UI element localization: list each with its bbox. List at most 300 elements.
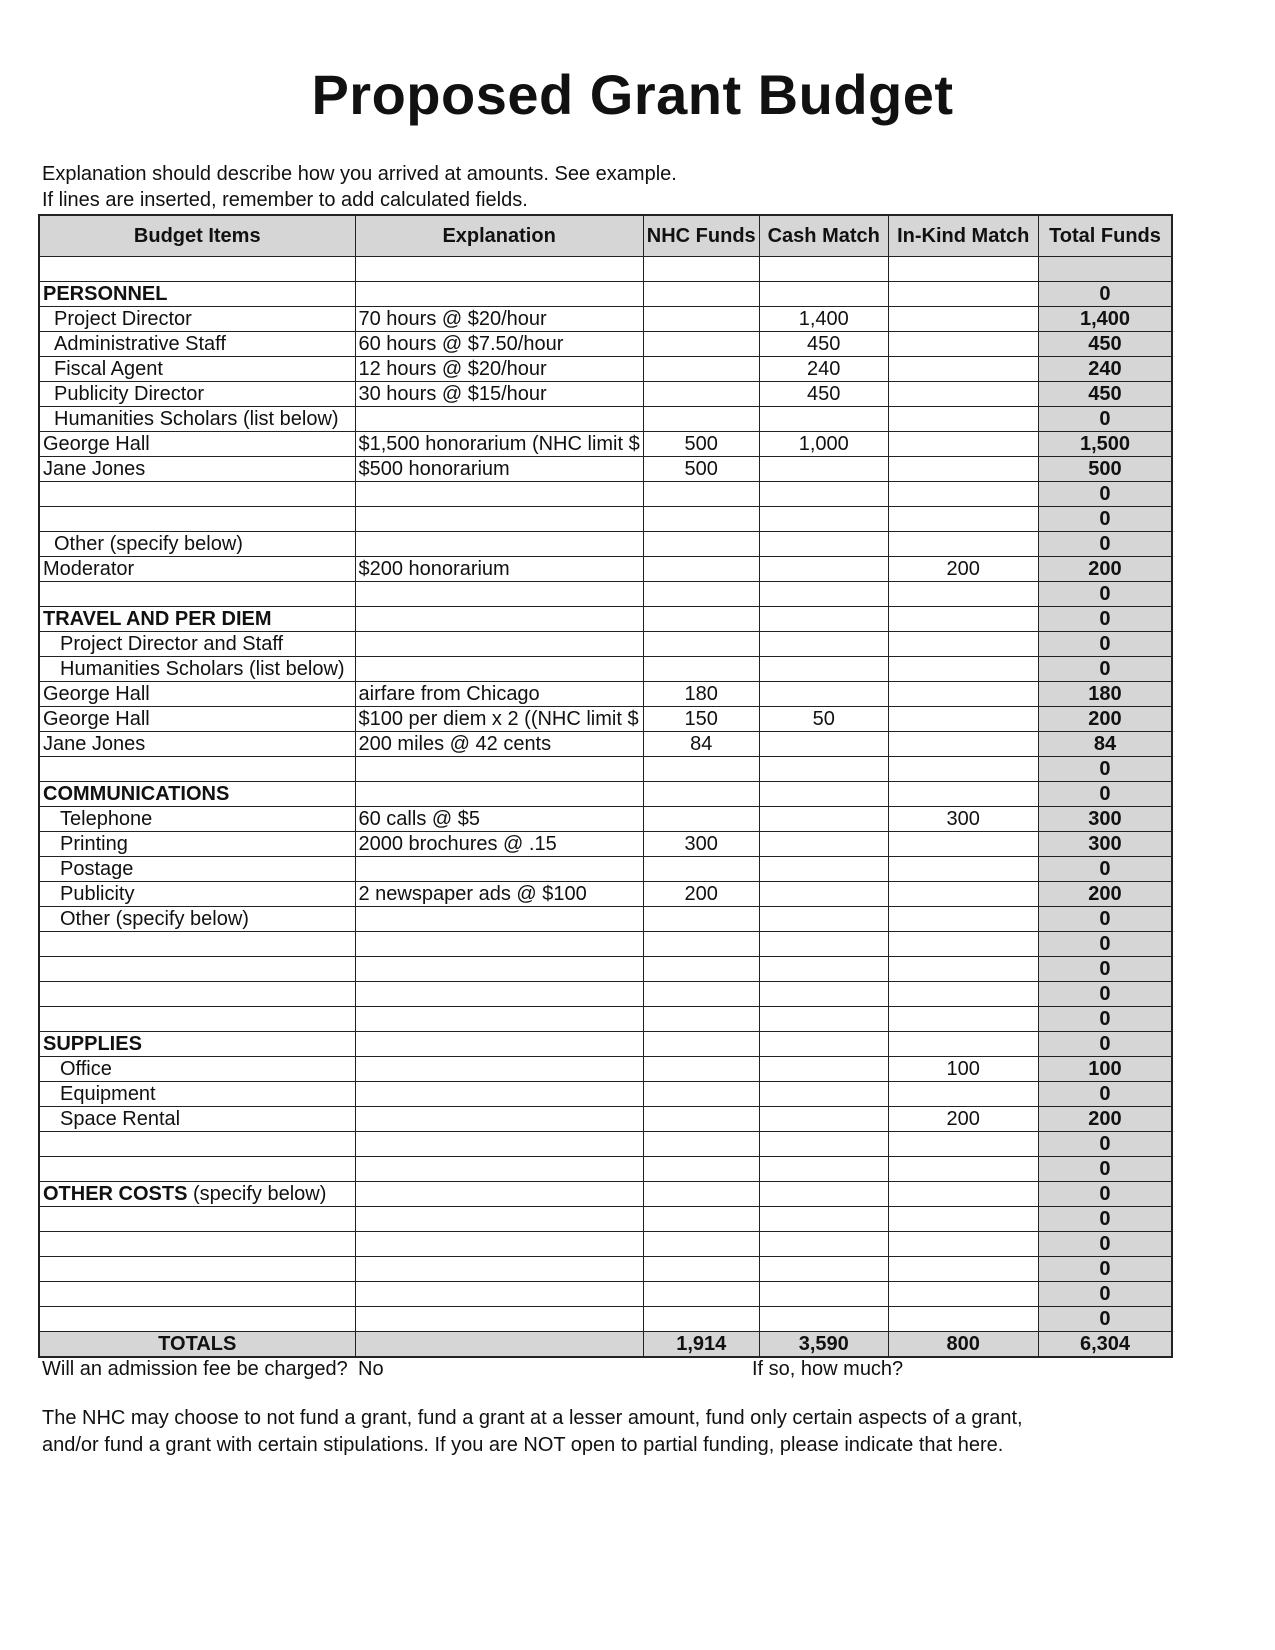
budget-row [39,1157,1172,1182]
budget-item-cell [39,1032,355,1057]
budget-item-cell [39,307,355,332]
budget-item-cell [39,1007,355,1032]
cash-match-cell [759,1032,888,1057]
budget-row [39,382,1172,407]
budget-row [39,832,1172,857]
budget-item-label: Project Director [54,308,192,330]
explanation-cell [355,932,643,957]
budget-item-cell [39,957,355,982]
cash-match-cell [759,807,888,832]
nhc-funds-cell [643,1032,759,1057]
cash-match-cell: 240 [759,357,888,382]
cash-match-cell [759,507,888,532]
budget-row [39,657,1172,682]
nhc-funds-cell [643,1132,759,1157]
total-funds-cell: 0 [1038,1132,1172,1157]
budget-item-label: Fiscal Agent [54,358,163,380]
in-kind-match-cell [888,832,1038,857]
totals-label: TOTALS [39,1332,355,1358]
budget-item-cell [39,1082,355,1107]
nhc-funds-cell [643,1257,759,1282]
total-funds-cell: 0 [1038,1257,1172,1282]
budget-row [39,957,1172,982]
budget-row [39,807,1172,832]
cash-match-cell [759,1007,888,1032]
total-funds-cell [1038,257,1172,282]
in-kind-match-cell [888,482,1038,507]
in-kind-match-cell [888,1307,1038,1332]
in-kind-match-cell [888,257,1038,282]
budget-item-label: Publicity [60,883,135,905]
total-funds-cell: 84 [1038,732,1172,757]
budget-item-note: (specify below) [187,1183,327,1205]
budget-item-cell [39,1232,355,1257]
explanation-cell [355,1207,643,1232]
cash-match-cell [759,1132,888,1157]
total-funds-cell: 0 [1038,507,1172,532]
total-funds-cell: 0 [1038,1307,1172,1332]
budget-item-cell [39,257,355,282]
total-funds-cell: 200 [1038,1107,1172,1132]
cash-match-cell [759,1282,888,1307]
total-funds-cell: 450 [1038,332,1172,357]
total-funds-cell: 500 [1038,457,1172,482]
budget-item-cell [39,932,355,957]
in-kind-match-cell [888,632,1038,657]
total-funds-cell: 0 [1038,532,1172,557]
total-funds-cell: 0 [1038,907,1172,932]
funding-note-line: The NHC may choose to not fund a grant, fund a grant at a lesser amount, fund only certain aspects of a grant, [42,1407,1023,1429]
cash-match-cell [759,557,888,582]
fee-amount-question: If so, how much? [752,1358,904,1380]
budget-item-label: COMMUNICATIONS [43,783,230,805]
totals-in-kind-match: 800 [888,1332,1038,1358]
cash-match-cell [759,982,888,1007]
explanation-cell [355,782,643,807]
cash-match-cell [759,832,888,857]
budget-item-cell [39,482,355,507]
budget-item-label: Other (specify below) [60,908,249,930]
in-kind-match-cell [888,1082,1038,1107]
page-title: Proposed Grant Budget [311,63,954,126]
cash-match-cell [759,1257,888,1282]
admission-fee-question: Will an admission fee be charged? [42,1358,348,1380]
budget-row [39,1082,1172,1107]
explanation-cell [355,1107,643,1132]
budget-item-label: Other (specify below) [54,533,243,555]
in-kind-match-cell [888,1182,1038,1207]
cash-match-cell [759,632,888,657]
explanation-cell: 60 hours @ $7.50/hour [355,332,643,357]
budget-item-label: George Hall [43,433,150,455]
budget-item-cell [39,1157,355,1182]
budget-item-label: Office [60,1058,112,1080]
budget-row [39,757,1172,782]
budget-item-cell [39,707,355,732]
budget-item-cell [39,807,355,832]
in-kind-match-cell [888,932,1038,957]
explanation-cell [355,857,643,882]
cash-match-cell [759,532,888,557]
cash-match-cell [759,1182,888,1207]
cash-match-cell [759,582,888,607]
budget-row [39,457,1172,482]
cash-match-cell [759,957,888,982]
nhc-funds-cell [643,507,759,532]
budget-row [39,357,1172,382]
explanation-cell: 30 hours @ $15/hour [355,382,643,407]
in-kind-match-cell [888,282,1038,307]
nhc-funds-cell [643,1007,759,1032]
in-kind-match-cell [888,382,1038,407]
section-row [39,282,1172,307]
nhc-funds-cell [643,1082,759,1107]
total-funds-cell: 0 [1038,482,1172,507]
budget-row [39,732,1172,757]
nhc-funds-cell [643,1182,759,1207]
budget-item-label: Project Director and Staff [60,633,284,655]
budget-row [39,1307,1172,1332]
budget-row [39,432,1172,457]
budget-item-label: SUPPLIES [43,1033,142,1055]
total-funds-cell: 0 [1038,632,1172,657]
cash-match-cell [759,282,888,307]
cash-match-cell [759,757,888,782]
nhc-funds-cell [643,1107,759,1132]
in-kind-match-cell [888,432,1038,457]
nhc-funds-cell [643,1157,759,1182]
budget-item-cell [39,1307,355,1332]
total-funds-cell: 0 [1038,1007,1172,1032]
cash-match-cell [759,1157,888,1182]
budget-item-cell [39,907,355,932]
budget-row [39,707,1172,732]
total-funds-cell: 100 [1038,1057,1172,1082]
total-funds-cell: 240 [1038,357,1172,382]
section-row [39,1032,1172,1057]
nhc-funds-cell [643,907,759,932]
budget-item-cell [39,457,355,482]
budget-row [39,632,1172,657]
in-kind-match-cell: 100 [888,1057,1038,1082]
budget-row [39,307,1172,332]
budget-item-label: Equipment [60,1083,156,1105]
in-kind-match-cell [888,1282,1038,1307]
explanation-cell: $200 honorarium [355,557,643,582]
total-funds-cell: 180 [1038,682,1172,707]
nhc-funds-cell [643,382,759,407]
total-funds-cell: 1,500 [1038,432,1172,457]
budget-row [39,1282,1172,1307]
in-kind-match-cell [888,732,1038,757]
total-funds-cell: 0 [1038,582,1172,607]
section-row [39,607,1172,632]
budget-item-cell [39,1107,355,1132]
explanation-cell [355,982,643,1007]
section-row [39,1182,1172,1207]
explanation-cell [355,607,643,632]
cash-match-cell [759,907,888,932]
total-funds-cell: 450 [1038,382,1172,407]
nhc-funds-cell [643,282,759,307]
nhc-funds-cell [643,557,759,582]
budget-item-cell [39,757,355,782]
in-kind-match-cell [888,757,1038,782]
budget-item-cell [39,1257,355,1282]
budget-item-label: Printing [60,833,128,855]
nhc-funds-cell [643,582,759,607]
budget-row [39,1132,1172,1157]
in-kind-match-cell [888,1232,1038,1257]
explanation-cell [355,1232,643,1257]
total-funds-cell: 200 [1038,557,1172,582]
budget-row [39,582,1172,607]
explanation-cell [355,632,643,657]
in-kind-match-cell [888,407,1038,432]
explanation-cell [355,282,643,307]
in-kind-match-cell [888,532,1038,557]
cash-match-cell [759,732,888,757]
explanation-cell [355,907,643,932]
cash-match-cell: 1,000 [759,432,888,457]
explanation-cell [355,1257,643,1282]
cash-match-cell [759,407,888,432]
budget-item-label: Space Rental [60,1108,181,1130]
cash-match-cell [759,682,888,707]
in-kind-match-cell [888,582,1038,607]
explanation-cell [355,507,643,532]
budget-item-cell [39,832,355,857]
nhc-funds-cell [643,407,759,432]
total-funds-cell: 0 [1038,1207,1172,1232]
intro-line: If lines are inserted, remember to add calculated fields. [42,189,528,211]
budget-item-label: Jane Jones [43,458,146,480]
total-funds-cell: 0 [1038,282,1172,307]
nhc-funds-cell [643,532,759,557]
nhc-funds-cell [643,1307,759,1332]
nhc-funds-cell [643,357,759,382]
budget-item-label: TRAVEL AND PER DIEM [43,608,272,630]
budget-item-label: George Hall [43,708,150,730]
budget-item-cell [39,657,355,682]
budget-row [39,907,1172,932]
totals-row [39,1332,1172,1358]
in-kind-match-cell: 200 [888,1107,1038,1132]
budget-item-label: Telephone [60,808,153,830]
total-funds-cell: 0 [1038,1232,1172,1257]
nhc-funds-cell [643,932,759,957]
explanation-cell: $500 honorarium [355,457,643,482]
budget-item-cell [39,982,355,1007]
cash-match-cell [759,1307,888,1332]
in-kind-match-cell [888,1157,1038,1182]
intro-line: Explanation should describe how you arrived at amounts. See example. [42,163,677,185]
budget-item-label: Humanities Scholars (list below) [60,658,345,680]
budget-row [39,482,1172,507]
cash-match-cell [759,1082,888,1107]
nhc-funds-cell [643,332,759,357]
in-kind-match-cell [888,507,1038,532]
explanation-cell [355,957,643,982]
in-kind-match-cell [888,1032,1038,1057]
total-funds-cell: 0 [1038,932,1172,957]
budget-item-cell [39,332,355,357]
explanation-cell [355,1282,643,1307]
nhc-funds-cell [643,1207,759,1232]
in-kind-match-cell [888,782,1038,807]
total-funds-cell: 0 [1038,407,1172,432]
in-kind-match-cell [888,657,1038,682]
total-funds-cell: 1,400 [1038,307,1172,332]
in-kind-match-cell [888,682,1038,707]
explanation-cell: 60 calls @ $5 [355,807,643,832]
cash-match-cell [759,1232,888,1257]
budget-item-label: Publicity Director [54,383,205,405]
total-funds-cell: 0 [1038,657,1172,682]
budget-row [39,407,1172,432]
cash-match-cell [759,457,888,482]
total-funds-cell: 200 [1038,882,1172,907]
budget-row [39,1232,1172,1257]
nhc-funds-cell: 84 [643,732,759,757]
cash-match-cell [759,482,888,507]
budget-item-cell [39,507,355,532]
budget-row [39,682,1172,707]
budget-row [39,1007,1172,1032]
total-funds-cell: 0 [1038,1157,1172,1182]
budget-item-label: Postage [60,858,134,880]
total-funds-cell: 300 [1038,807,1172,832]
in-kind-match-cell [888,1207,1038,1232]
explanation-cell [355,657,643,682]
column-header-in-kind-match: In-Kind Match [888,215,1038,257]
budget-row [39,557,1172,582]
nhc-funds-cell [643,257,759,282]
nhc-funds-cell [643,607,759,632]
explanation-cell [355,532,643,557]
budget-item-cell [39,1207,355,1232]
budget-item-cell [39,782,355,807]
cash-match-cell [759,1057,888,1082]
budget-item-cell [39,532,355,557]
explanation-cell [355,482,643,507]
explanation-cell [355,1032,643,1057]
in-kind-match-cell [888,357,1038,382]
budget-item-cell [39,857,355,882]
totals-cash-match: 3,590 [759,1332,888,1358]
explanation-cell [355,1057,643,1082]
budget-item-cell [39,632,355,657]
budget-row [39,532,1172,557]
budget-item-cell [39,607,355,632]
nhc-funds-cell [643,657,759,682]
budget-item-cell [39,407,355,432]
budget-item-cell [39,682,355,707]
budget-item-cell [39,382,355,407]
nhc-funds-cell: 180 [643,682,759,707]
explanation-cell [355,582,643,607]
budget-row [39,332,1172,357]
explanation-cell [355,1132,643,1157]
nhc-funds-cell: 500 [643,432,759,457]
nhc-funds-cell [643,757,759,782]
budget-item-cell [39,432,355,457]
nhc-funds-cell [643,1232,759,1257]
in-kind-match-cell [888,882,1038,907]
explanation-cell [355,407,643,432]
totals-explanation [355,1332,643,1358]
budget-row [39,982,1172,1007]
explanation-cell: 200 miles @ 42 cents [355,732,643,757]
total-funds-cell: 0 [1038,607,1172,632]
in-kind-match-cell [888,1132,1038,1157]
cash-match-cell [759,1107,888,1132]
budget-row [39,882,1172,907]
total-funds-cell: 0 [1038,782,1172,807]
explanation-cell [355,757,643,782]
totals-nhc-funds: 1,914 [643,1332,759,1358]
cash-match-cell: 1,400 [759,307,888,332]
budget-item-cell [39,1282,355,1307]
total-funds-cell: 0 [1038,957,1172,982]
budget-item-cell [39,1132,355,1157]
nhc-funds-cell: 300 [643,832,759,857]
in-kind-match-cell [888,607,1038,632]
total-funds-cell: 0 [1038,757,1172,782]
budget-row [39,257,1172,282]
budget-row [39,1107,1172,1132]
budget-item-label: Moderator [43,558,135,580]
budget-item-label: Jane Jones [43,733,146,755]
explanation-cell [355,257,643,282]
column-header-nhc-funds: NHC Funds [643,215,759,257]
budget-row [39,857,1172,882]
explanation-cell: $100 per diem x 2 ((NHC limit $ [355,707,643,732]
explanation-cell [355,1082,643,1107]
explanation-cell [355,1157,643,1182]
total-funds-cell: 200 [1038,707,1172,732]
explanation-cell: 2 newspaper ads @ $100 [355,882,643,907]
in-kind-match-cell [888,857,1038,882]
in-kind-match-cell [888,1007,1038,1032]
cash-match-cell [759,782,888,807]
nhc-funds-cell [643,957,759,982]
cash-match-cell [759,882,888,907]
column-header-cash-match: Cash Match [759,215,888,257]
budget-item-label: George Hall [43,683,150,705]
admission-fee-answer: No [358,1358,384,1380]
explanation-cell [355,1182,643,1207]
total-funds-cell: 0 [1038,1282,1172,1307]
budget-table [38,214,1173,1358]
budget-item-label: OTHER COSTS [43,1183,188,1205]
nhc-funds-cell [643,857,759,882]
budget-row [39,1207,1172,1232]
explanation-cell: 12 hours @ $20/hour [355,357,643,382]
total-funds-cell: 0 [1038,1182,1172,1207]
nhc-funds-cell [643,632,759,657]
cash-match-cell [759,1207,888,1232]
budget-item-cell [39,582,355,607]
explanation-cell: airfare from Chicago [355,682,643,707]
budget-row [39,1057,1172,1082]
budget-row [39,932,1172,957]
nhc-funds-cell [643,1282,759,1307]
cash-match-cell: 50 [759,707,888,732]
budget-item-cell [39,282,355,307]
explanation-cell: 2000 brochures @ .15 [355,832,643,857]
nhc-funds-cell [643,1057,759,1082]
